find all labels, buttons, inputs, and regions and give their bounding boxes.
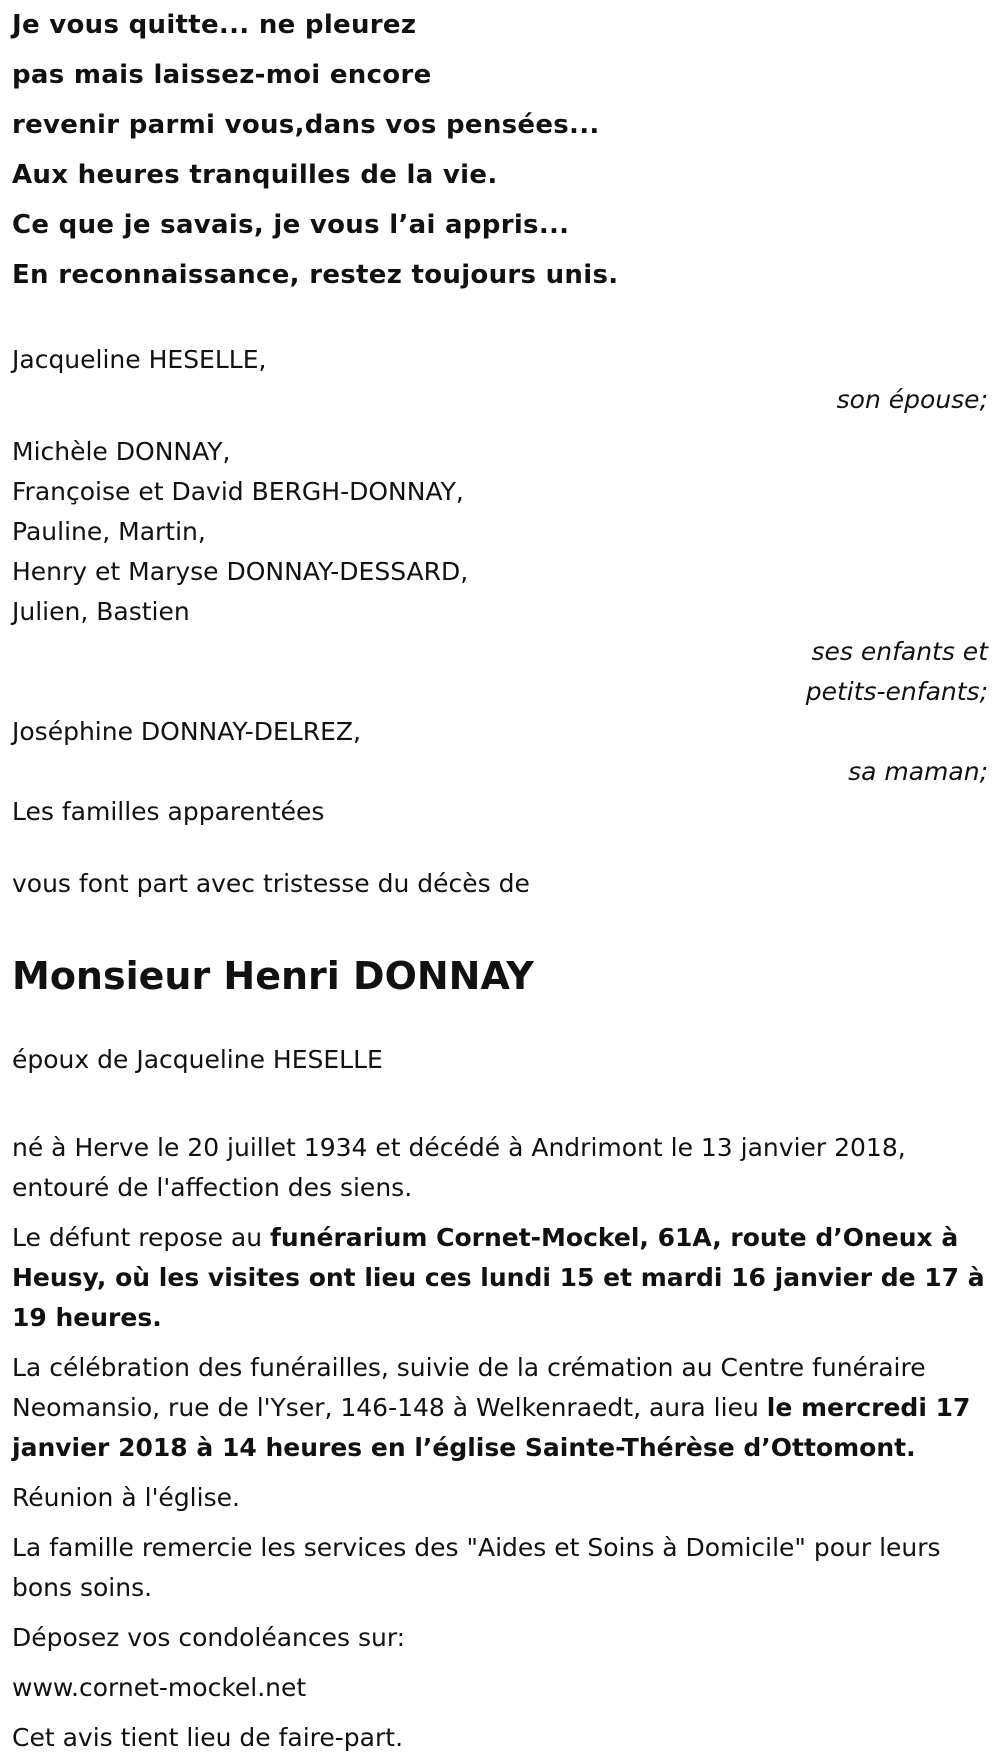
ceremony-details: le mercredi 17 janvier 2018 à 14 heures en l’église Sainte-Thérèse d’Ottomont.	[12, 1393, 971, 1462]
poem-line: revenir parmi vous,dans vos pensées...	[12, 110, 600, 140]
poem-line: Aux heures tranquilles de la vie.	[12, 160, 498, 190]
website-link[interactable]: www.cornet-mockel.net	[12, 1673, 307, 1702]
family-list	[12, 340, 988, 832]
mother-name: Joséphine DONNAY-DELREZ,	[12, 717, 361, 746]
spouse-name: Jacqueline HESELLE,	[12, 345, 267, 374]
ceremony-info	[12, 1348, 988, 1468]
spouse-line: époux de Jacqueline HESELLE	[12, 1045, 383, 1074]
spouse-relation: son épouse;	[836, 385, 988, 414]
repose-details: funérarium Cornet-Mockel, 61A, route d’Oneux à Heusy, où les visites ont lieu ces lundi 15 et mardi 16 janvier de 17 à 19 heures.	[12, 1223, 985, 1332]
reunion-line: Réunion à l'église.	[12, 1483, 240, 1512]
closing-line: Cet avis tient lieu de faire-part.	[12, 1723, 404, 1752]
condolences-line: Déposez vos condoléances sur:	[12, 1623, 406, 1652]
repose-text: Le défunt repose au	[12, 1223, 271, 1252]
birth-line: né à Herve le 20 juillet 1934 et décédé à Andrimont le 13 janvier 2018,	[12, 1133, 906, 1162]
child-name: Julien, Bastien	[12, 597, 190, 626]
thanks-line: La famille remercie les services des "Aides et Soins à Domicile" pour leurs bons soins.	[12, 1533, 941, 1602]
birth-info	[12, 1128, 988, 1208]
relatives-line: Les familles apparentées	[12, 797, 325, 826]
deceased-name: Monsieur Henri DONNAY	[12, 954, 534, 998]
poem-line: Ce que je savais, je vous l’ai appris...	[12, 210, 570, 240]
birth-line: entouré de l'affection des siens.	[12, 1173, 413, 1202]
child-name: Françoise et David BERGH-DONNAY,	[12, 477, 464, 506]
poem	[12, 0, 988, 300]
poem-line: pas mais laissez-moi encore	[12, 60, 432, 90]
repose-info	[12, 1218, 988, 1338]
announcement: vous font part avec tristesse du décès de	[12, 869, 530, 898]
child-name: Michèle DONNAY,	[12, 437, 231, 466]
ceremony-text: La célébration des funérailles, suivie de la crémation au Centre funéraire Neomansio, rue de l'Yser, 146-148 à Welkenraedt, aura lieu	[12, 1353, 926, 1422]
children-relation: petits-enfants;	[805, 677, 988, 706]
child-name: Pauline, Martin,	[12, 517, 206, 546]
children-relation: ses enfants et	[811, 637, 988, 666]
poem-line: En reconnaissance, restez toujours unis.	[12, 260, 619, 290]
poem-line: Je vous quitte... ne pleurez	[12, 10, 417, 40]
mother-relation: sa maman;	[848, 757, 988, 786]
child-name: Henry et Maryse DONNAY-DESSARD,	[12, 557, 469, 586]
